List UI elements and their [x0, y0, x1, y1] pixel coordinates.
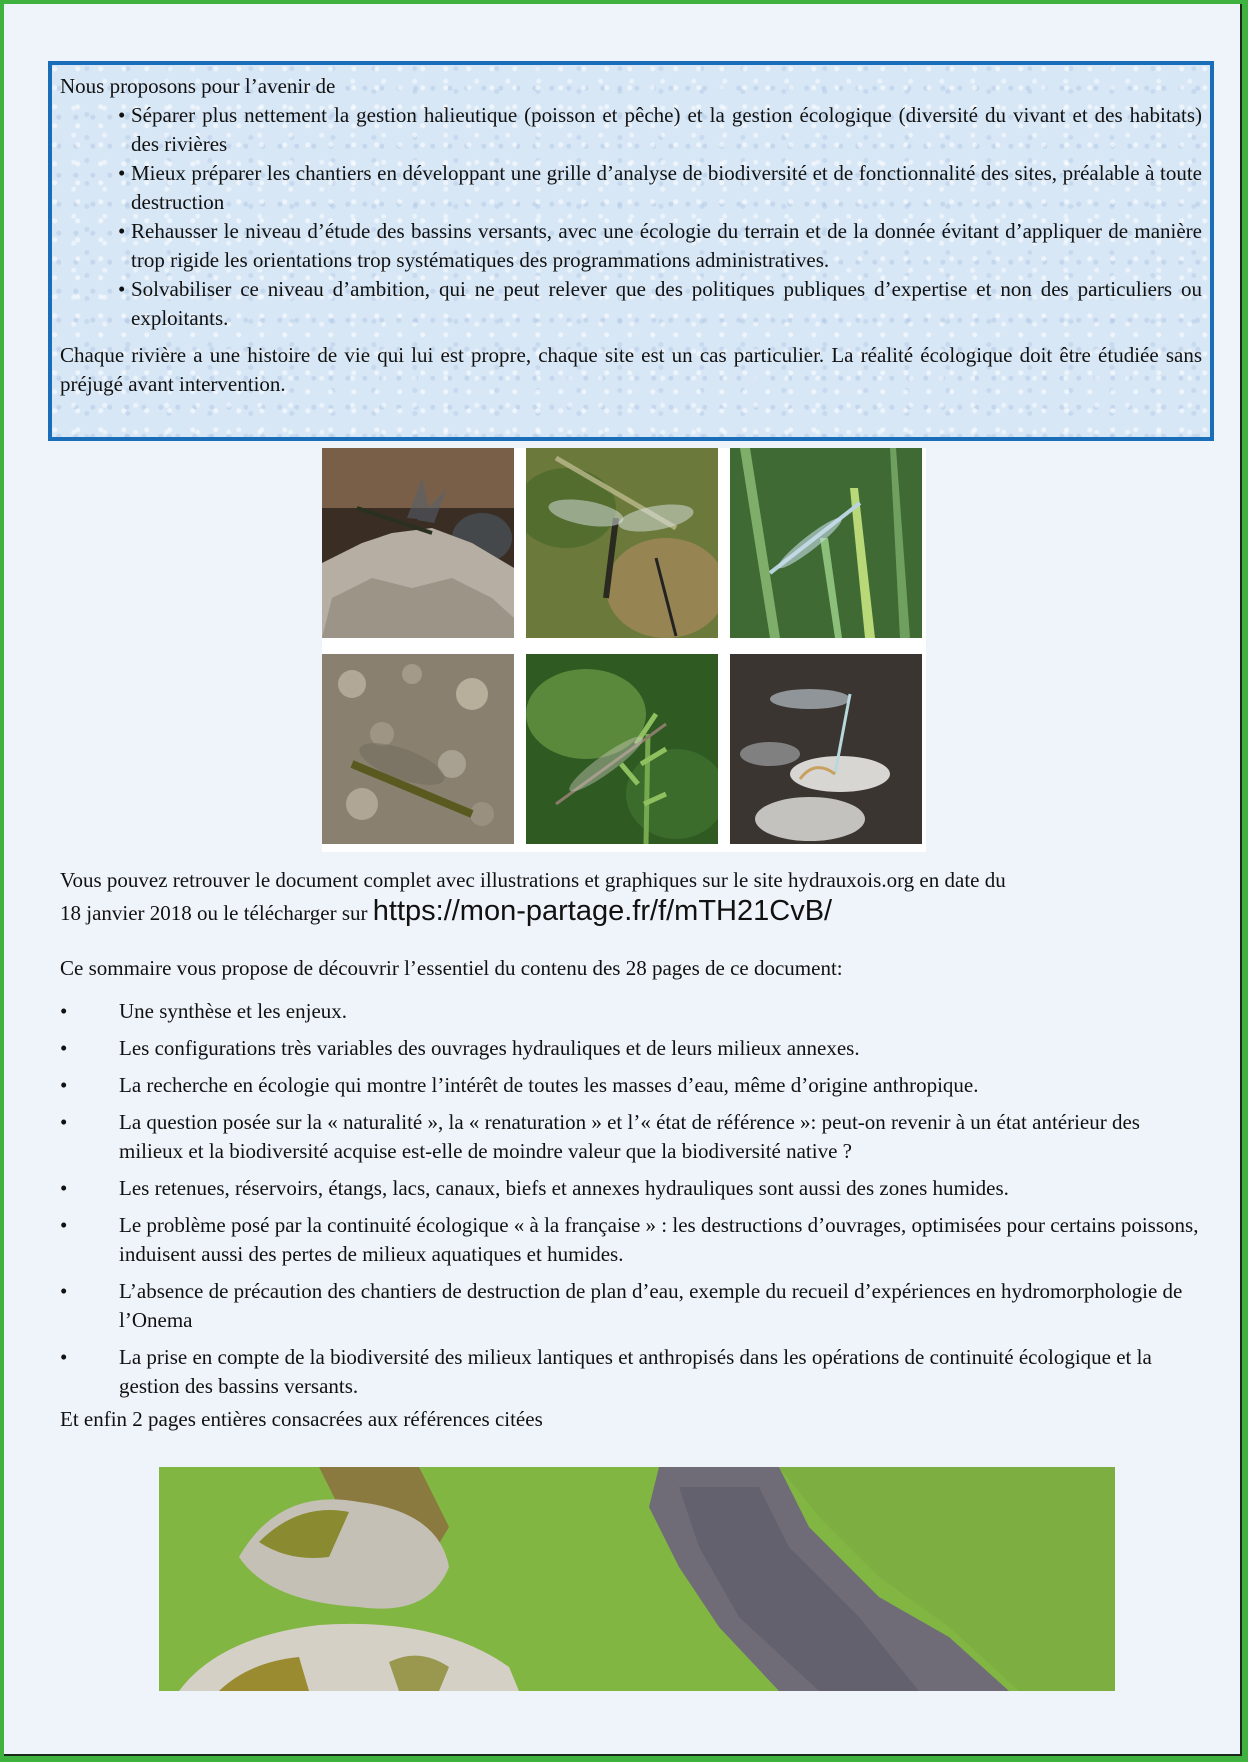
summary-item: [60, 1343, 1200, 1401]
proposals-conclusion: Chaque rivière a une histoire de vie qui lui est propre, chaque site est un cas particulier. La réalité écologique doit être étudiée sans préjugé avant intervention.: [60, 343, 1202, 396]
summary-item: [60, 1174, 1200, 1203]
proposals-box: [48, 61, 1214, 441]
proposals-intro: Nous proposons pour l’avenir de: [60, 74, 336, 98]
bullet-icon: •: [118, 277, 126, 301]
bullet-icon: •: [118, 219, 126, 243]
download-line-2-prefix: 18 janvier 2018 ou le télécharger sur: [60, 901, 373, 925]
photo-stream-meadow: [159, 1467, 1115, 1691]
bullet-icon: •: [60, 1279, 68, 1303]
proposals-list: [60, 101, 1202, 333]
summary-item-text: Les configurations très variables des ouvrages hydrauliques et de leurs milieux annexes.: [119, 1036, 860, 1060]
summary-item-text: Une synthèse et les enjeux.: [119, 999, 348, 1023]
summary-item: [60, 1071, 1200, 1100]
bullet-icon: •: [60, 1073, 68, 1097]
photo-damselflies-over-water: [730, 654, 922, 844]
photo-dragonfly-on-gravel: [322, 654, 514, 844]
bullet-icon: •: [60, 1345, 68, 1369]
photo-damselfly-on-reed: [730, 448, 922, 638]
bullet-icon: •: [118, 103, 126, 127]
document-page: [4, 4, 1242, 1756]
bullet-icon: •: [118, 161, 126, 185]
bullet-icon: •: [60, 1213, 68, 1237]
summary-item-text: La recherche en écologie qui montre l’intérêt de toutes les masses d’eau, même d’origine anthropique.: [119, 1073, 979, 1097]
summary-item-text: Le problème posé par la continuité écologique « à la française » : les destructions d’ouvrages, optimisées pour certains poissons, induisent aussi des pertes de milieux aquatiques et humides.: [119, 1213, 1199, 1266]
summary-item: [60, 1277, 1200, 1335]
proposal-text: Mieux préparer les chantiers en développant une grille d’analyse de biodiversité et de fonctionnalité des sites, préalable à toute destruction: [131, 161, 1202, 214]
bullet-icon: •: [60, 1176, 68, 1200]
photo-dragonfly-on-rock: [322, 448, 514, 638]
proposal-item: [60, 217, 1202, 275]
photo-damselfly-on-plant: [526, 654, 718, 844]
proposal-text: Séparer plus nettement la gestion halieutique (poisson et pêche) et la gestion écologique (diversité du vivant et des habitats) des rivières: [131, 103, 1202, 156]
summary-item: [60, 1211, 1200, 1269]
proposal-item: [60, 101, 1202, 159]
summary-item-text: Les retenues, réservoirs, étangs, lacs, canaux, biefs et annexes hydrauliques sont aussi des zones humides.: [119, 1176, 1009, 1200]
summary-item: [60, 997, 1200, 1026]
summary-section: [60, 997, 1200, 1434]
download-paragraph: [60, 866, 1200, 928]
summary-intro: Ce sommaire vous propose de découvrir l’essentiel du contenu des 28 pages de ce document:: [60, 956, 843, 980]
proposal-item: [60, 159, 1202, 217]
summary-item: [60, 1108, 1200, 1166]
proposal-text: Rehausser le niveau d’étude des bassins versants, avec une écologie du terrain et de la donnée évitant d’appliquer de manière trop rigide les orientations trop systématiques des programmations administratives.: [131, 219, 1202, 272]
summary-item: [60, 1034, 1200, 1063]
proposal-item: [60, 275, 1202, 333]
download-link[interactable]: https://mon-partage.fr/f/mTH21CvB/: [372, 895, 833, 927]
photo-dragonfly-on-stem: [526, 448, 718, 638]
dragonfly-photo-gallery: [322, 448, 926, 852]
bullet-icon: •: [60, 999, 68, 1023]
summary-item-text: La question posée sur la « naturalité », la « renaturation » et l’« état de référence »: peut-on revenir à un état antérieur des milieux et la biodiversité acquise est-elle de moindre valeur que la biodiversité native ?: [119, 1110, 1140, 1163]
download-line-2: [60, 897, 1200, 928]
summary-item-text: L’absence de précaution des chantiers de destruction de plan d’eau, exemple du recueil d’expériences en hydromorphologie de l’Onema: [119, 1279, 1183, 1332]
bullet-icon: •: [60, 1110, 68, 1134]
summary-list: [60, 997, 1200, 1401]
proposal-text: Solvabiliser ce niveau d’ambition, qui ne peut relever que des politiques publiques d’expertise et non des particuliers ou exploitants.: [131, 277, 1202, 330]
summary-closing: Et enfin 2 pages entières consacrées aux références citées: [60, 1407, 543, 1431]
download-line-1: Vous pouvez retrouver le document complet avec illustrations et graphiques sur le site hydrauxois.org en date du: [60, 868, 1006, 892]
bullet-icon: •: [60, 1036, 68, 1060]
summary-item-text: La prise en compte de la biodiversité des milieux lantiques et anthropisés dans les opérations de continuité écologique et la gestion des bassins versants.: [119, 1345, 1152, 1398]
